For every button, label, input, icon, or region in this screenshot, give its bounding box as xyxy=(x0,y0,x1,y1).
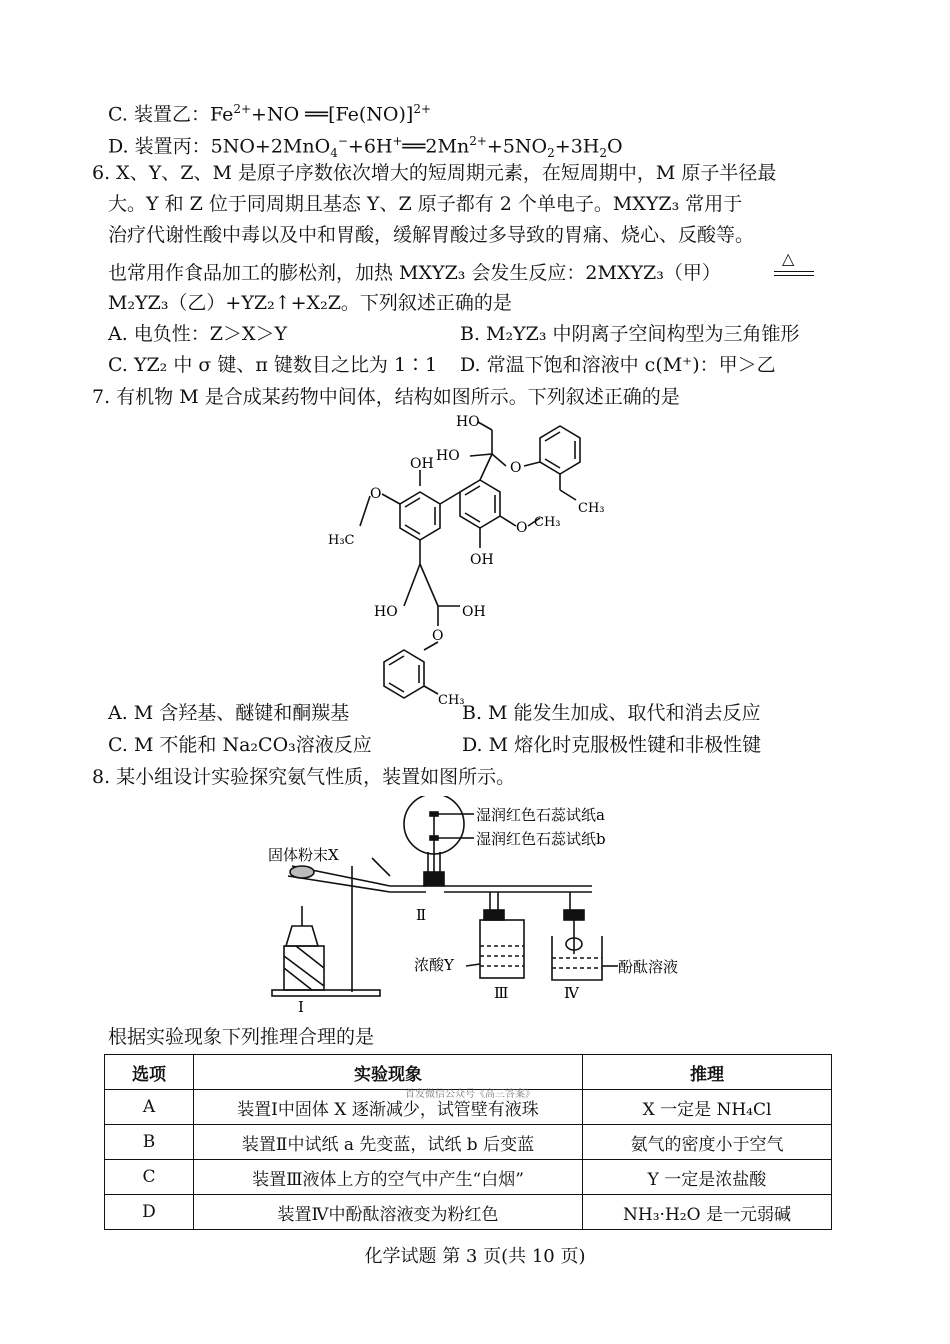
q6-option-c: C. YZ₂ 中 σ 键、π 键数目之比为 1∶1 xyxy=(108,354,438,376)
q5-option-d: D. 装置丙：$5NO+2MnO_4^-+6H^+══2Mn^{2+}+5NO_2+3H_2O$ xyxy=(108,134,623,161)
heat-symbol: △ xyxy=(782,249,795,268)
row-d-reasoning: NH₃·H₂O 是一元弱碱 xyxy=(583,1195,832,1230)
label-phenol: 酚酞溶液 xyxy=(618,958,679,976)
label-ch3-right: CH₃ xyxy=(534,515,561,530)
label-paper-a: 湿润红色石蕊试纸a xyxy=(476,806,605,824)
row-b-phenomenon: 装置Ⅱ中试纸 a 先变蓝，试纸 b 后变蓝 xyxy=(194,1125,583,1160)
label-och3-low: CH₃ xyxy=(438,693,465,706)
q5-option-c: C. 装置乙：$Fe^{2+}+NO$ $══[Fe(NO)]^{2+}$ xyxy=(108,102,432,126)
label-oh-left: OH xyxy=(410,456,434,472)
label-paper-b: 湿润红色石蕊试纸b xyxy=(476,830,606,848)
left-central-ring xyxy=(400,492,440,540)
label-iii: Ⅲ xyxy=(494,984,509,1002)
q7-stem: 7. 有机物 M 是合成某药物中间体，结构如图所示。下列叙述正确的是 xyxy=(92,386,680,408)
row-c-reasoning: Y 一定是浓盐酸 xyxy=(583,1160,832,1195)
q6-option-a: A. 电负性：Z＞X＞Y xyxy=(108,323,288,345)
right-central-ring xyxy=(460,480,500,528)
label-oh-bottom: OH xyxy=(470,552,494,568)
label-ho-low: HO xyxy=(374,604,398,620)
table-row xyxy=(105,1195,832,1230)
label-och3-top: CH₃ xyxy=(578,501,605,516)
page-footer: 化学试题 第 3 页(共 10 页) xyxy=(364,1246,586,1267)
results-table xyxy=(104,1054,832,1230)
row-a-reasoning: X 一定是 NH₄Cl xyxy=(583,1090,832,1125)
label-ho-mid: HO xyxy=(436,448,460,464)
label-oh-low: OH xyxy=(462,604,486,620)
label-acid-y: 浓酸Y xyxy=(414,956,454,974)
table-row xyxy=(105,1125,832,1160)
q8-stem: 8. 某小组设计实验探究氨气性质，装置如图所示。 xyxy=(92,766,516,788)
q7-option-b: B. M 能发生加成、取代和消去反应 xyxy=(462,702,761,724)
row-a-phenomenon: 装置Ⅰ中固体 X 逐渐减少，试管壁有液珠 xyxy=(194,1090,583,1125)
row-d-phenomenon: 装置Ⅳ中酚酞溶液变为粉红色 xyxy=(194,1195,583,1230)
row-b-option: B xyxy=(105,1125,194,1160)
top-methoxyphenyl-ring xyxy=(540,426,580,474)
q6-line-3: 治疗代谢性酸中毒以及中和胃酸，缓解胃酸过多导致的胃痛、烧心、反酸等。 xyxy=(108,224,755,246)
label-h3c: H₃C xyxy=(328,533,355,548)
q6-option-b: B. M₂YZ₃ 中阴离子空间构型为三角锥形 xyxy=(460,323,800,345)
label-ii: Ⅱ xyxy=(416,906,427,924)
label-ho-top: HO xyxy=(456,414,480,430)
label-o-left: O xyxy=(370,486,382,502)
label-o-low: O xyxy=(432,628,444,644)
watermark: 首发微信公众号《高三答案》 xyxy=(405,1089,535,1100)
table-row xyxy=(105,1160,832,1195)
reaction-arrow xyxy=(774,271,814,276)
q7-option-d: D. M 熔化时克服极性键和非极性键 xyxy=(462,734,762,756)
row-b-reasoning: 氨气的密度小于空气 xyxy=(583,1125,832,1160)
q6-line-5: M₂YZ₃（乙）+YZ₂↑+X₂Z。下列叙述正确的是 xyxy=(108,292,512,314)
label-iv: Ⅳ xyxy=(564,984,579,1002)
q6-line-4: 也常用作食品加工的膨松剂，加热 MXYZ₃ 会发生反应：2MXYZ₃（甲） xyxy=(108,262,721,284)
header-phenomenon: 实验现象 xyxy=(194,1055,583,1090)
molecule-structure xyxy=(320,408,650,706)
header-option: 选项 xyxy=(105,1055,194,1090)
q6-line-2: 大。Y 和 Z 位于同周期且基态 Y、Z 原子都有 2 个单电子。MXYZ₃ 常用于 xyxy=(108,193,743,215)
table-intro: 根据实验现象下列推理合理的是 xyxy=(108,1026,375,1048)
header-reasoning: 推理 xyxy=(583,1055,832,1090)
row-a-option: A xyxy=(105,1090,194,1125)
label-i: Ⅰ xyxy=(298,998,304,1016)
row-d-option: D xyxy=(105,1195,194,1230)
bottom-methoxyphenyl-ring xyxy=(384,650,424,698)
row-c-phenomenon: 装置Ⅲ液体上方的空气中产生“白烟” xyxy=(194,1160,583,1195)
label-o-right: O xyxy=(516,520,528,536)
bottle-iii xyxy=(480,920,524,978)
q6-line-1: 6. X、Y、Z、M 是原子序数依次增大的短周期元素，在短周期中，M 原子半径最 xyxy=(92,162,777,184)
row-c-option: C xyxy=(105,1160,194,1195)
q7-option-c: C. M 不能和 Na₂CO₃溶液反应 xyxy=(108,734,372,756)
label-o-ring-top: O xyxy=(510,460,522,476)
apparatus-diagram xyxy=(262,796,692,1016)
label-solid-x: 固体粉末X xyxy=(268,846,339,864)
q7-option-a: A. M 含羟基、醚键和酮羰基 xyxy=(108,702,350,724)
q6-option-d: D. 常温下饱和溶液中 c(M⁺)：甲＞乙 xyxy=(460,354,776,376)
